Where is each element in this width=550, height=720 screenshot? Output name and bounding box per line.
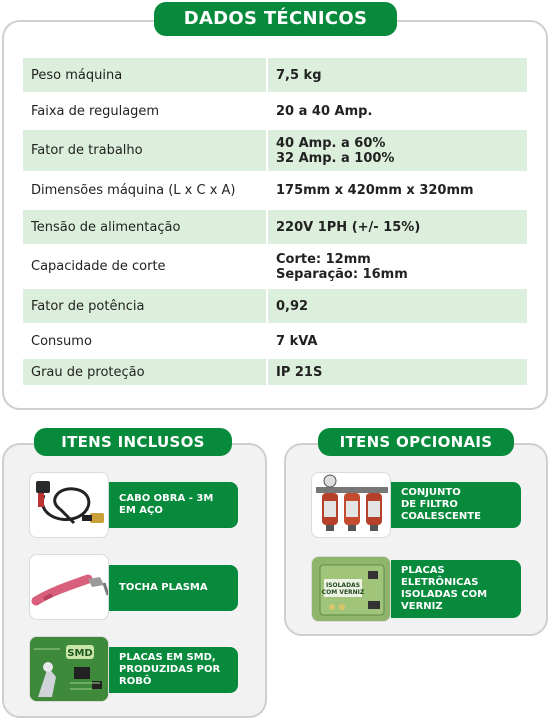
item-label-line: PRODUZIDAS POR <box>119 664 221 675</box>
item-label-line: VERNIZ <box>401 601 443 612</box>
spec-value: 7,5 kg <box>267 58 527 93</box>
spec-value-line: Separação: 16mm <box>276 266 408 282</box>
varnish-badge-line: ISOLADAS <box>325 582 361 589</box>
table-row <box>23 358 527 386</box>
spec-label: Peso máquina <box>23 58 267 93</box>
spec-value-line: 32 Amp. a 100% <box>276 150 395 166</box>
plasma-torch-icon <box>29 554 109 620</box>
spec-label: Fator de trabalho <box>23 129 267 172</box>
included-item-smd <box>109 647 238 693</box>
spec-label: Dimensões máquina (L x C x A) <box>23 172 267 209</box>
item-label-line: ROBÔ <box>119 676 152 687</box>
spec-label: Capacidade de corte <box>23 245 267 288</box>
item-label-line: COALESCENTE <box>401 511 481 522</box>
spec-label: Faixa de regulagem <box>23 93 267 129</box>
spec-value <box>267 129 527 172</box>
optional-item-boards <box>391 560 521 618</box>
item-label-line: DE FILTRO <box>401 499 458 510</box>
specs-title: DADOS TÉCNICOS <box>154 2 397 36</box>
spec-value: 7 kVA <box>276 333 318 349</box>
item-label-line: EM AÇO <box>119 505 163 516</box>
included-item-torch <box>109 565 238 611</box>
item-label-line: ELETRÔNICAS <box>401 577 479 588</box>
cable-clamp-icon <box>29 472 109 538</box>
table-row <box>23 172 527 209</box>
table-row <box>23 324 527 358</box>
item-label-line: PLACAS <box>401 565 445 576</box>
specs-table <box>23 58 527 387</box>
table-row <box>23 129 527 172</box>
spec-label: Consumo <box>23 324 267 358</box>
spec-label: Fator de potência <box>23 288 267 324</box>
item-label-line: ISOLADAS COM <box>401 589 488 600</box>
optional-item-filter <box>391 482 521 528</box>
table-row <box>23 288 527 324</box>
item-label-line: CONJUNTO <box>401 487 461 498</box>
spec-value-line: 40 Amp. a 60% <box>276 135 386 151</box>
item-label-line: PLACAS EM SMD, <box>119 652 216 663</box>
included-item-cable <box>109 482 238 528</box>
spec-label: Grau de proteção <box>23 358 267 386</box>
table-row <box>23 93 527 129</box>
item-label-line: TOCHA PLASMA <box>119 582 208 593</box>
included-items-title: ITENS INCLUSOS <box>34 428 232 456</box>
filter-set-icon <box>311 472 391 538</box>
table-row <box>23 58 527 93</box>
spec-value-line: Corte: 12mm <box>276 251 371 267</box>
smd-board-icon <box>29 636 109 702</box>
smd-badge: SMD <box>67 648 93 659</box>
table-row <box>23 209 527 245</box>
spec-label: Tensão de alimentação <box>23 209 267 245</box>
spec-value: 0,92 <box>267 288 527 324</box>
varnished-board-icon <box>311 556 391 622</box>
varnish-badge-line: COM VERNIZ <box>321 589 365 596</box>
item-label-line: CABO OBRA - 3M <box>119 493 214 504</box>
spec-value: IP 21S <box>267 358 527 386</box>
spec-value <box>267 245 527 288</box>
table-row <box>23 245 527 288</box>
spec-value: 20 a 40 Amp. <box>276 103 373 119</box>
optional-items-title: ITENS OPCIONAIS <box>318 428 514 456</box>
spec-value: 220V 1PH (+/- 15%) <box>267 209 527 245</box>
spec-value: 175mm x 420mm x 320mm <box>276 183 474 198</box>
